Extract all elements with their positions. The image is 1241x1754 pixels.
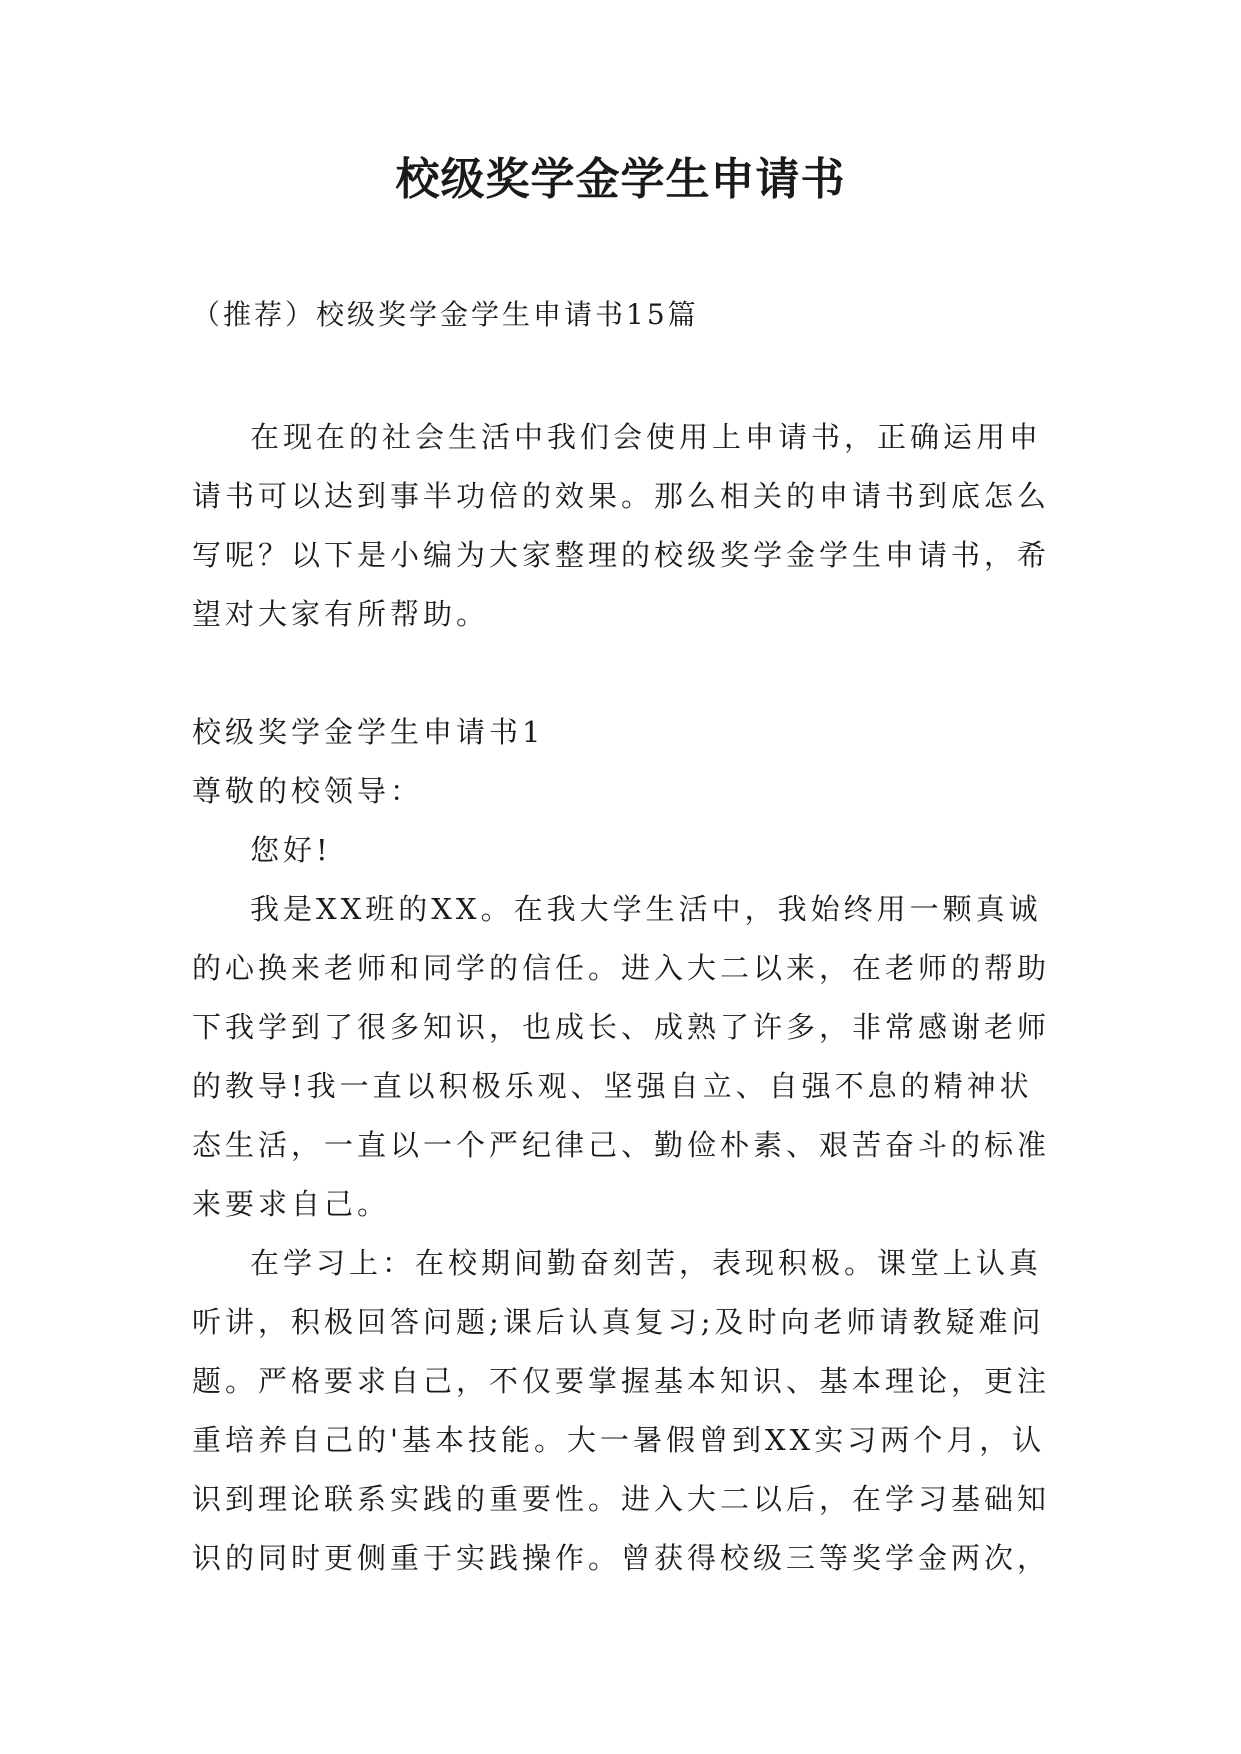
document-body (192, 408, 1060, 1588)
greeting: 您好! (250, 833, 332, 867)
document-subtitle: （推荐）校级奖学金学生申请书15篇 (192, 298, 699, 331)
document-title: 校级奖学金学生申请书 (395, 154, 846, 205)
body-paragraph-1: 我是XX班的XX。在我大学生活中，我始终用一颗真诚的心换来老师和同学的信任。进入大二以来，在老师的帮助下我学到了很多知识，也成长、成熟了许多，非常感谢老师的教导!我一直以积极乐观、坚强自立、自强不息的精神状态生活，一直以一个严纪律己、勤俭朴素、艰苦奋斗的标准来要求自己。 (192, 892, 1051, 1221)
section-heading: 校级奖学金学生申请书1 (192, 715, 545, 749)
body-paragraph-2: 在学习上：在校期间勤奋刻苦，表现积极。课堂上认真听讲，积极回答问题;课后认真复习;及时向老师请教疑难问题。严格要求自己，不仅要掌握基本知识、基本理论，更注重培养自己的'基本技能。大一暑假曾到XX实习两个月，认识到理论联系实践的重要性。进入大二以后，在学习基础知识的同时更侧重于实践操作。曾获得校级三等奖学金两次， (192, 1246, 1051, 1575)
intro-paragraph: 在现在的社会生活中我们会使用上申请书，正确运用申请书可以达到事半功倍的效果。那么相关的申请书到底怎么写呢？以下是小编为大家整理的校级奖学金学生申请书，希望对大家有所帮助。 (192, 420, 1051, 631)
salutation: 尊敬的校领导： (192, 774, 424, 808)
